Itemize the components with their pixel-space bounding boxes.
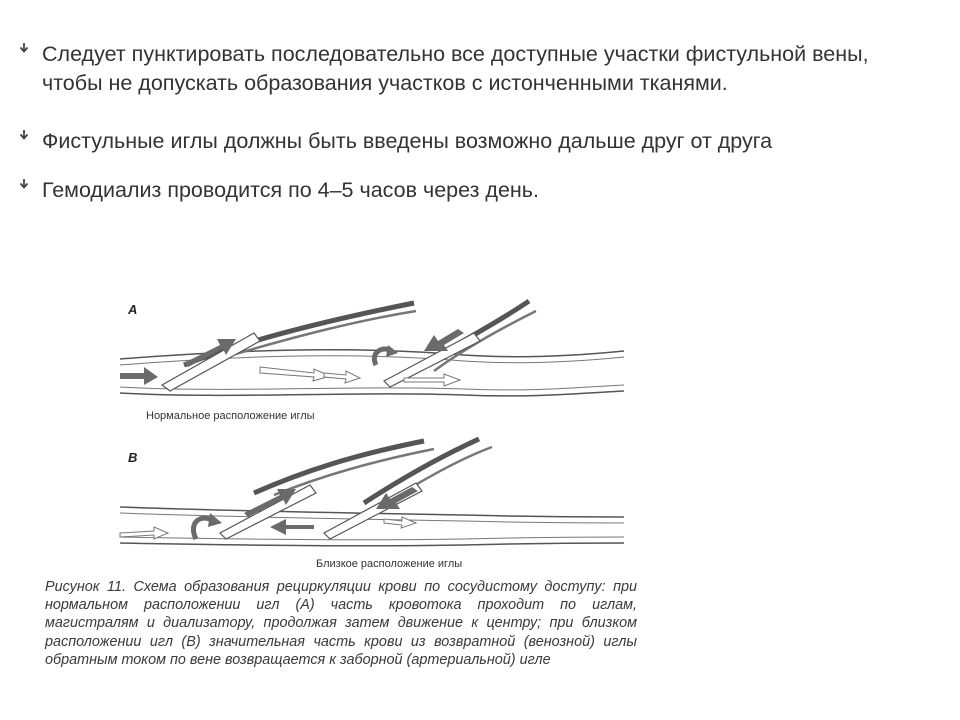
bullet-text: Следует пунктировать последовательно все доступные участки фистульной вены, чтобы не допускать образования участков с истонченными тканями.: [42, 42, 869, 95]
bullet-arrow-icon: [18, 178, 30, 190]
panel-a-label: A: [128, 302, 138, 317]
panel-b: [120, 439, 624, 570]
bullet-arrow-icon: [18, 129, 30, 141]
bullet-text: Гемодиализ проводится по 4–5 часов через день.: [42, 178, 539, 202]
bullet-item: [18, 40, 918, 98]
recirculation-figure: [24, 281, 644, 705]
bullet-arrow-icon: [18, 42, 30, 54]
bullet-text: Фистульные иглы должны быть введены возможно дальше друг от друга: [42, 129, 773, 153]
figure-drawing: [24, 281, 644, 581]
panel-a-caption: Нормальное расположение иглы: [146, 410, 315, 422]
bullet-item: [18, 127, 918, 156]
panel-a: [120, 301, 624, 422]
bullet-item: [18, 176, 918, 205]
panel-b-caption: Близкое расположение иглы: [316, 558, 463, 570]
bullet-list: [18, 40, 918, 205]
figure-caption: Рисунок 11. Схема образования рециркуляции крови по сосудистому доступу: при нормальном расположении игл (А) часть кровотока проходит по иглам, магистралям и диализатору, продолжая затем движение к центру; при близком расположении игл (В) значительная часть крови из возвратной (венозной) иглы обратным током по вене возвращается к заборной (артериальной) игле: [45, 579, 637, 668]
panel-b-label: B: [128, 450, 138, 465]
